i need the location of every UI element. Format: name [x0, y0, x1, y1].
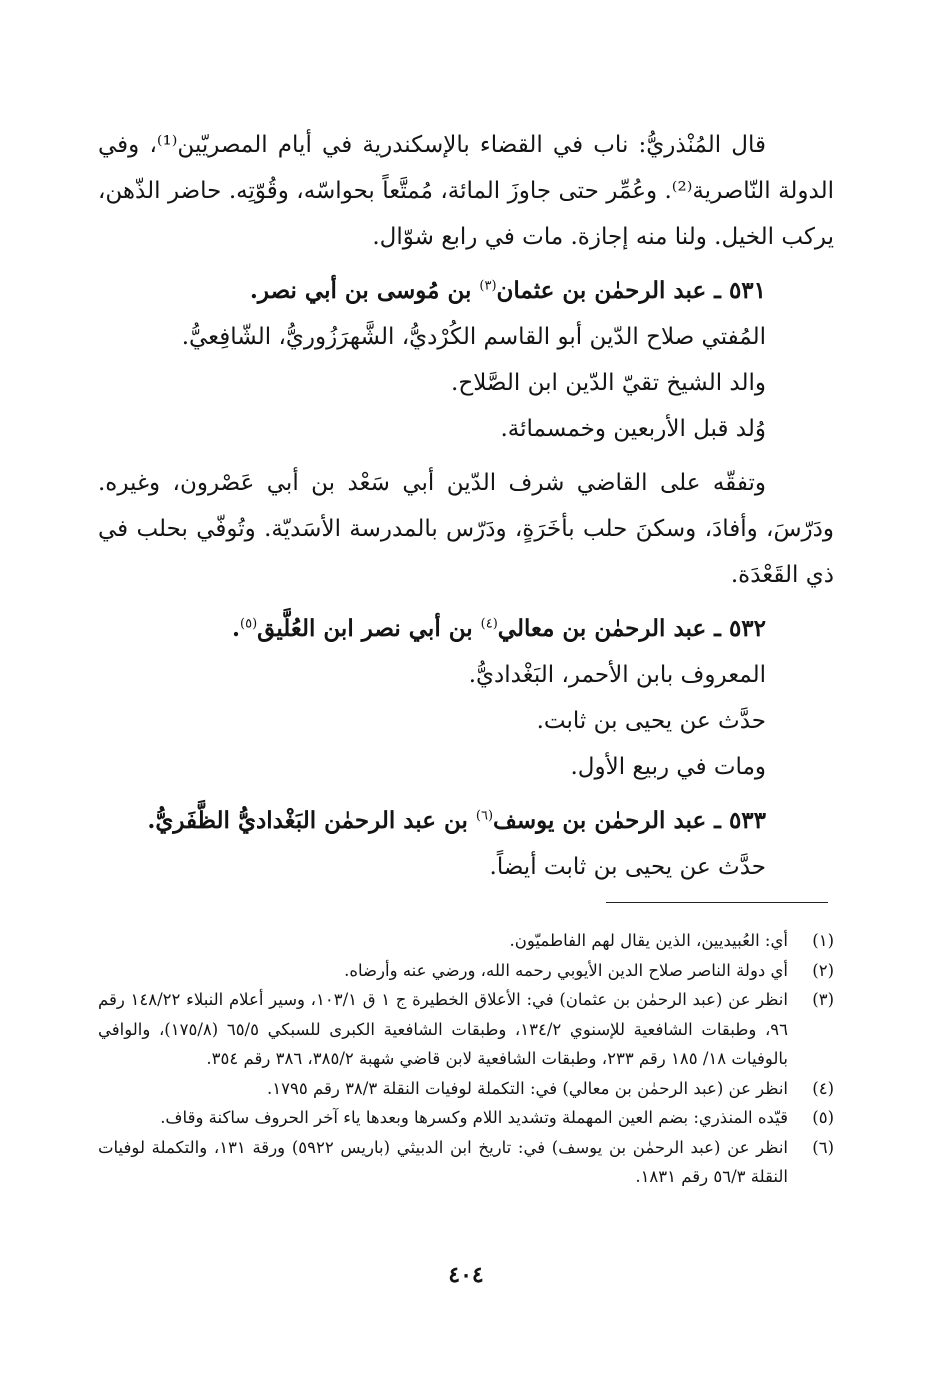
footnote-1 [98, 926, 834, 956]
footnote-number: (٤) [812, 1078, 834, 1098]
entry-531-heading [98, 268, 834, 314]
entry-531-line-2: والد الشيخ تقيّ الدّين ابن الصَّلاح. [451, 370, 766, 396]
entry-532-line-1: المعروف بابن الأحمر، البَغْداديُّ. [468, 662, 766, 688]
entry-532-heading-text: ٥٣٢ ـ عبد الرحمٰن بن معالي [497, 615, 766, 642]
footnote-number: (٣) [812, 990, 834, 1009]
footnote-text: قيّده المنذري: بضم العين المهملة وتشديد اللام وكسرها وبعدها ياء آخر الحروف ساكنة وقاف. [160, 1108, 788, 1127]
entry-532-heading-rest: . [232, 615, 241, 642]
entry-531-heading-rest: بن مُوسى بن أبي نصر. [249, 277, 480, 304]
entry-531-line-1: المُفتي صلاح الدّين أبو القاسم الكُرْديُّ، الشَّهرَزُوريُّ، الشّافِعيُّ. [181, 324, 766, 350]
entry-531-line-3: وُلد قبل الأربعين وخمسمائة. [500, 416, 766, 442]
footnote-number: (٢) [812, 960, 834, 980]
footnote-text: انظر عن (عبد الرحمٰن بن معالي) في: التكملة لوفيات النقلة ٣٨/٣ رقم ١٧٩٥. [267, 1078, 788, 1098]
footnote-ref-3[interactable]: (٣) [479, 278, 497, 294]
footnote-2 [98, 956, 834, 986]
entry-531-heading-text: ٥٣١ ـ عبد الرحمٰن بن عثمان [496, 277, 766, 304]
footnote-5 [98, 1103, 834, 1133]
footnote-separator [606, 902, 828, 903]
entry-533-heading-text: ٥٣٣ ـ عبد الرحمٰن بن يوسف [493, 807, 766, 834]
footnote-ref-4[interactable]: (٤) [480, 616, 498, 632]
spacer [98, 598, 834, 606]
footnotes [98, 926, 834, 1192]
page-number: ٤٠٤ [448, 1262, 484, 1288]
entry-532-heading-mid: بن أبي نصر ابن العُلَّيق [257, 615, 481, 642]
footnote-text: انظر عن (عبد الرحمٰن بن عثمان) في: الأعلاق الخطيرة ج ١ ق ١٠٣/١، وسير أعلام النبلاء ١٤٨/٢٢ رقم ٩٦، وطبقات الشافعية للإسنوي ١٣٤/٢، وطبقات الشافعية الكبرى للسبكي ٦٥/٥ (١٧٥/٨)، والوافي بالوفيات ١٨/ ١٨٥ رقم ٢٣٣، وطبقات الشافعية لابن قاضي شهبة ٣٨٥/٢، ٣٨٦ رقم ٣٥٤. [98, 990, 788, 1068]
intro-paragraph: قال المُنْذريُّ: ناب في القضاء بالإسكندرية في أيام المصريّين⁽¹⁾، وفي الدولة النّاصرية⁽²⁾. وعُمِّر حتى جاوزَ المائة، مُمتَّعاً بحواسّه، وقُوّتِه. حاضر الذّهن، يركب الخيل. ولنا منه إجازة. مات في رابع شوّال. [98, 132, 834, 250]
spacer [98, 260, 834, 268]
entry-531-paragraph: وتفقّه على القاضي شرف الدّين أبي سَعْد بن أبي عَصْرون، وغيره. ودَرّسَ، وأفادَ، وسكنَ حلب بأخَرَةٍ، ودَرّس بالمدرسة الأسَديّة. وتُوفّي بحلب في ذي القَعْدَة. [98, 470, 834, 588]
entry-532-line-3: ومات في ربيع الأول. [570, 754, 766, 780]
spacer [98, 452, 834, 460]
main-text [98, 122, 834, 890]
spacer [98, 790, 834, 798]
footnote-3 [98, 985, 834, 1074]
entry-533-heading-rest: بن عبد الرحمٰن البَغْداديُّ الظَّفَريُّ. [147, 807, 476, 834]
footnote-ref-5[interactable]: (٥) [240, 616, 258, 632]
entry-532-line-2: حدَّث عن يحيى بن ثابت. [536, 708, 766, 734]
entry-533-line-1: حدَّث عن يحيى بن ثابت أيضاً. [489, 854, 766, 880]
entry-532-heading [98, 606, 834, 652]
footnote-4 [98, 1074, 834, 1104]
footnote-text: أي: العُبيديين، الذين يقال لهم الفاطميّون. [509, 931, 788, 950]
footnote-6 [98, 1133, 834, 1192]
footnote-number: (٦) [812, 1137, 834, 1157]
footnote-text: انظر عن (عبد الرحمٰن بن يوسف) في: تاريخ ابن الدبيثي (باريس ٥٩٢٢) ورقة ١٣١، والتكملة لوفيات النقلة ٥٦/٣ رقم ١٨٣١. [98, 1137, 788, 1186]
footnote-number: (٥) [812, 1108, 834, 1127]
entry-533-heading [98, 798, 834, 844]
footnote-text: أي دولة الناصر صلاح الدين الأيوبي رحمه الله، ورضي عنه وأرضاه. [344, 960, 788, 980]
footnote-ref-6[interactable]: (٦) [475, 808, 494, 824]
footnote-number: (١) [812, 931, 834, 950]
